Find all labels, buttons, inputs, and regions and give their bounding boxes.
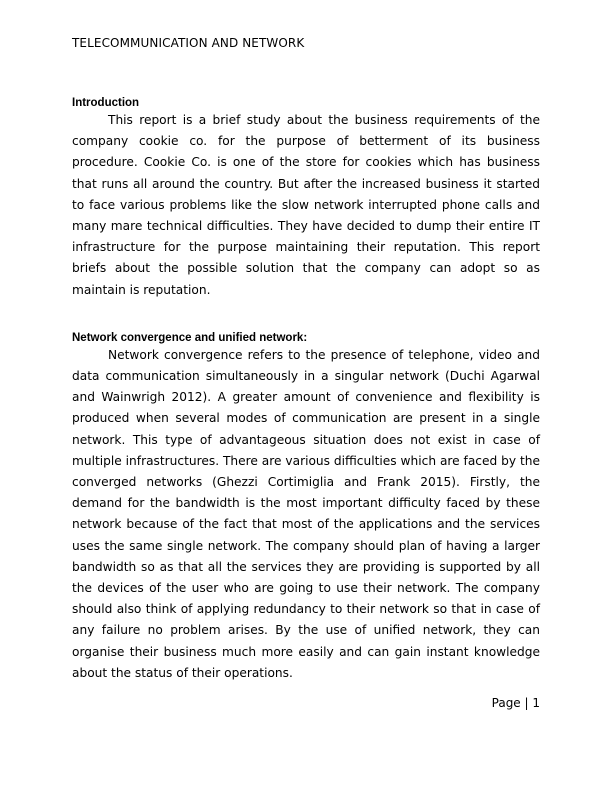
paragraph-introduction: This report is a brief study about the business requirements of the company cookie co. for the purpose of betterment of its business procedure. Cookie Co. is one of the store for cookies which has business that runs all around the country. But after the increased business it started to face various problems like the slow network interrupted phone calls and many mare technical difficulties. They have decided to dump their entire IT infrastructure for the purpose maintaining their reputation. This report briefs about the possible solution that the company can adopt so as maintain is reputation. — [72, 113, 540, 297]
section-introduction — [72, 96, 540, 301]
section-heading-network-convergence: Network convergence and unified network: — [72, 331, 308, 344]
section-heading-introduction: Introduction — [72, 97, 140, 109]
section-network-convergence — [72, 331, 540, 684]
page-number: Page | 1 — [491, 696, 540, 710]
section-spacer — [72, 301, 540, 331]
paragraph-network-convergence: Network convergence refers to the presence of telephone, video and data communication simultaneously in a singular network (Duchi Agarwal and Wainwrigh 2012). A greater amount of convenience and flexibility is produced when several modes of communication are present in a single network. This type of advantageous situation does not exist in case of multiple infrastructures. There are various difficulties which are faced by the converged networks (Ghezzi Cortimiglia and Frank 2015). Firstly, the demand for the bandwidth is the most important difficulty faced by these network because of the fact that most of the applications and the services uses the same single network. The company should plan of having a larger bandwidth so as that all the services they are providing is supported by all the devices of the user who are going to use their network. The company should also think of applying redundancy to their network so that in case of any failure no problem arises. By the use of unified network, they can organise their business much more easily and can gain instant knowledge about the status of their operations. — [72, 347, 540, 680]
body-content — [72, 96, 540, 684]
running-header: TELECOMMUNICATION AND NETWORK — [72, 36, 305, 50]
